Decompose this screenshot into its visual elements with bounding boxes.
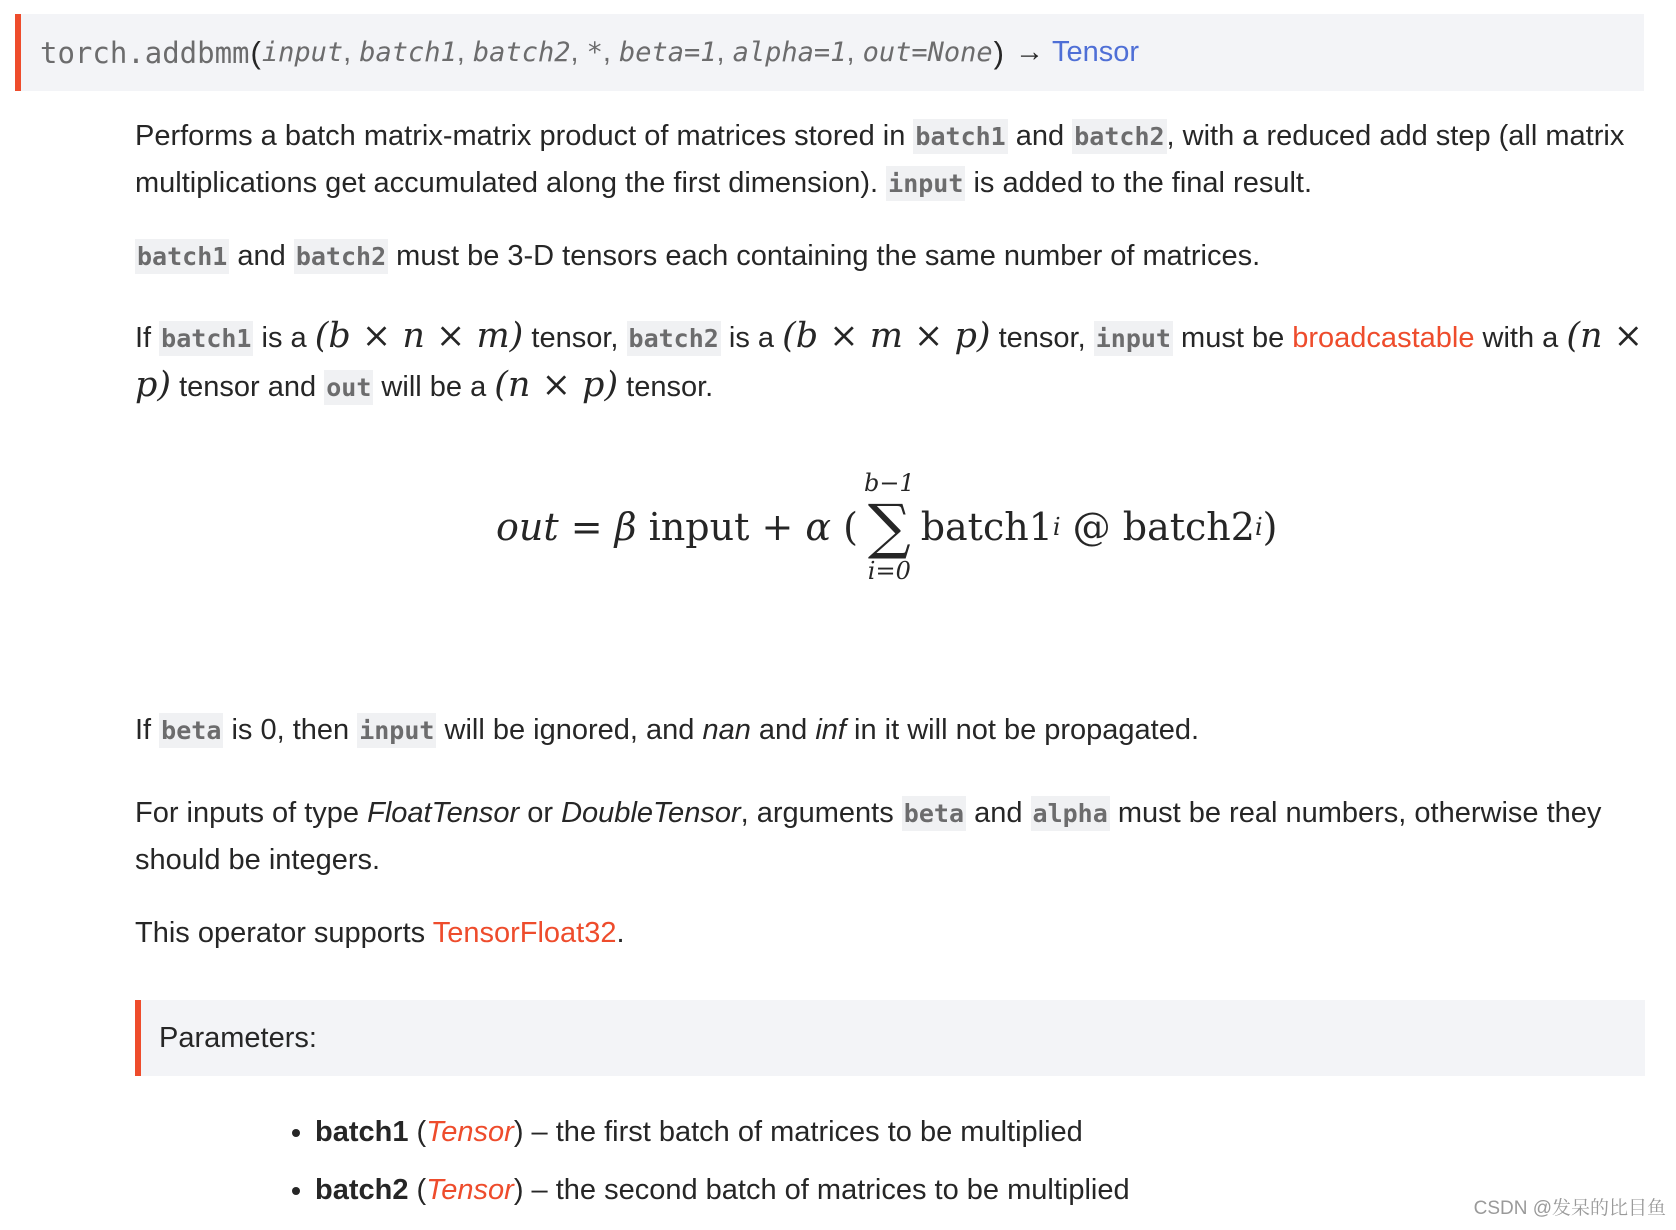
description-paragraph (135, 113, 1645, 207)
formula-input: input + (636, 505, 806, 549)
param-description: – the second batch of matrices to be multiplied (523, 1174, 1130, 1206)
sum-upper-limit: b−1 (863, 469, 915, 497)
param-alpha: alpha=1 (732, 37, 847, 68)
open-paren: ( (250, 34, 261, 70)
shapes-paragraph (135, 313, 1645, 411)
list-item (315, 1103, 1130, 1161)
formula-equals: = (558, 505, 615, 549)
math-bmp: (b × m × p) (782, 316, 991, 356)
text: ( (408, 1174, 427, 1206)
text: is 0, then (223, 714, 358, 746)
text: or (519, 797, 562, 829)
formula-open-paren: ( (831, 505, 858, 549)
addbmm-formula (496, 462, 1277, 592)
code-batch1: batch1 (159, 321, 253, 356)
return-arrow: → (1014, 36, 1044, 68)
shape-requirement-paragraph (135, 233, 1645, 280)
code-beta: beta (902, 796, 966, 831)
formula-sub-i: i (1052, 513, 1061, 541)
tensor-type-link[interactable]: Tensor (426, 1116, 514, 1148)
parameters-title: Parameters: (159, 1021, 317, 1054)
code-beta: beta (159, 713, 223, 748)
text: must be real numbers, otherwise they should be integers. (135, 797, 1602, 876)
formula-beta: β (614, 505, 637, 549)
param-beta: beta=1 (618, 37, 717, 68)
text: , arguments (740, 797, 902, 829)
code-batch2: batch2 (1072, 119, 1166, 154)
text: . (616, 917, 625, 949)
text: in it will not be propagated. (846, 714, 1200, 746)
text: and (750, 714, 816, 746)
text: tensor, (990, 322, 1094, 354)
text: and (229, 240, 294, 272)
formula-at: @ (1060, 505, 1123, 549)
code-input: input (1094, 321, 1173, 356)
tensor-type-link[interactable]: Tensor (426, 1174, 514, 1206)
function-name: torch.addbmm (40, 35, 250, 70)
italic-inf: inf (815, 714, 846, 746)
formula-sub-i: i (1254, 513, 1263, 541)
text: If (135, 322, 160, 354)
italic-floattensor: FloatTensor (367, 797, 520, 829)
text: must be 3-D tensors each containing the same number of matrices. (388, 240, 1261, 272)
italic-nan: nan (702, 714, 751, 746)
text: is a (253, 322, 315, 354)
math-bnm: (b × n × m) (314, 316, 524, 356)
code-batch2: batch2 (294, 239, 388, 274)
text: ) (513, 1116, 524, 1148)
text: will be ignored, and (436, 714, 703, 746)
code-batch1: batch1 (913, 119, 1007, 154)
text: This operator supports (135, 917, 433, 949)
code-batch1: batch1 (135, 239, 229, 274)
formula-alpha: α (805, 505, 832, 549)
text: is added to the final result. (965, 167, 1313, 199)
summation (864, 470, 915, 584)
text: Performs a batch matrix-matrix product of matrices stored in (135, 120, 914, 152)
text: must be (1172, 322, 1293, 354)
function-signature: torch.addbmm ( input , batch1 , batch2 , * , beta=1 , alpha=1 , out=None ) → Tensor (15, 14, 1644, 91)
text: tensor and (171, 371, 325, 403)
param-name: batch1 (315, 1116, 409, 1148)
text: ( (408, 1116, 427, 1148)
formula-out: out (496, 505, 559, 549)
formula-batch1: batch1 (920, 505, 1053, 549)
watermark: CSDN @发呆的比目鱼 (1473, 1198, 1666, 1219)
text: For inputs of type (135, 797, 368, 829)
param-name: batch2 (315, 1174, 409, 1206)
param-input: input (261, 37, 344, 68)
text: tensor. (618, 371, 714, 403)
code-batch2: batch2 (627, 321, 721, 356)
text: , with a reduced add step (all matrix multiplications get accumulated along the first dimension). (135, 120, 1625, 199)
text: tensor, (523, 322, 627, 354)
text: is a (720, 322, 783, 354)
code-input: input (886, 166, 965, 201)
param-batch2: batch2 (472, 37, 571, 68)
param-out: out=None (862, 37, 993, 68)
code-out: out (324, 370, 373, 405)
broadcastable-link[interactable]: broadcastable (1292, 322, 1475, 354)
math-np-out: (n × p) (494, 365, 619, 405)
sum-lower-limit: i=0 (867, 557, 911, 585)
code-input: input (357, 713, 436, 748)
text: with a (1474, 322, 1567, 354)
parameters-list (265, 1103, 1130, 1219)
param-description: – the first batch of matrices to be multiplied (523, 1116, 1083, 1148)
tf32-paragraph (135, 910, 1645, 956)
code-alpha: alpha (1031, 796, 1110, 831)
beta-zero-paragraph (135, 707, 1645, 754)
tensorfloat32-link[interactable]: TensorFloat32 (432, 917, 617, 949)
text: will be a (373, 371, 495, 403)
math-np: (n × p) (135, 316, 1643, 405)
sigma-icon: ∑ (867, 492, 911, 562)
formula-close-paren: ) (1262, 505, 1278, 549)
formula-batch2: batch2 (1122, 505, 1255, 549)
param-star: * (586, 37, 603, 68)
text: and (1007, 120, 1073, 152)
text: If (135, 714, 160, 746)
parameters-header (135, 1000, 1645, 1076)
text: and (966, 797, 1031, 829)
list-item (315, 1161, 1130, 1219)
types-paragraph (135, 790, 1645, 883)
italic-doubletensor: DoubleTensor (561, 797, 741, 829)
text: ) (513, 1174, 524, 1206)
param-batch1: batch1 (359, 37, 457, 68)
return-type-link[interactable]: Tensor (1051, 36, 1139, 68)
close-paren: ) (993, 34, 1004, 70)
